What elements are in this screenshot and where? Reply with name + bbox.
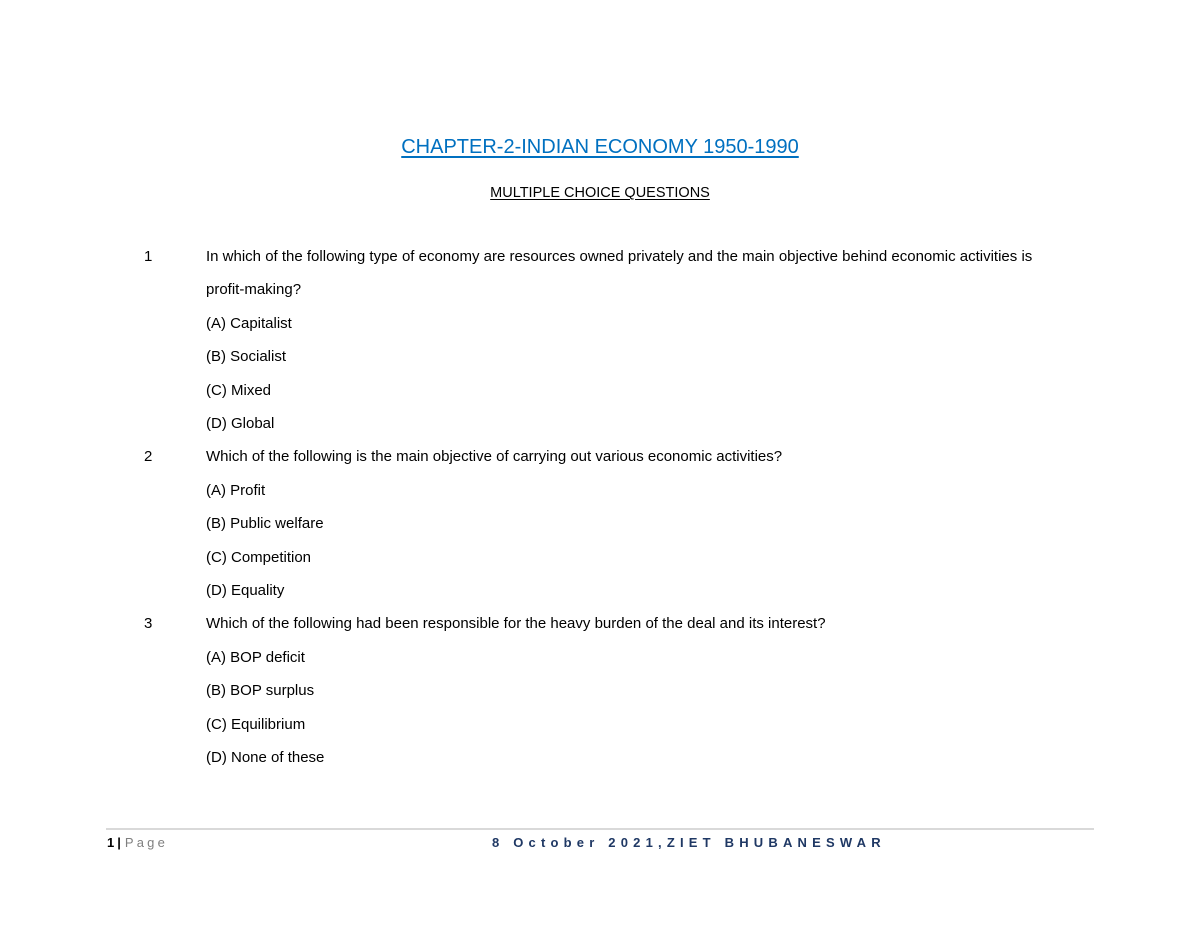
footer-divider bbox=[106, 828, 1094, 830]
answer-option: (C) Equilibrium bbox=[206, 715, 306, 733]
chapter-title: CHAPTER-2-INDIAN ECONOMY 1950-1990 bbox=[401, 136, 799, 158]
question-text: In which of the following type of economy are resources owned privately and the main objective behind economic activities is profit-making? bbox=[206, 248, 1033, 299]
answer-option: (B) Socialist bbox=[206, 348, 287, 366]
question-body bbox=[206, 240, 1066, 440]
answer-option: (D) Equality bbox=[206, 582, 285, 600]
answer-option: (D) Global bbox=[206, 415, 275, 433]
question-text: Which of the following had been responsible for the heavy burden of the deal and its interest? bbox=[206, 615, 826, 633]
answer-option: (A) Profit bbox=[206, 481, 266, 499]
answer-option: (B) BOP surplus bbox=[206, 682, 315, 700]
footer-separator: | bbox=[117, 835, 121, 850]
question-list bbox=[0, 240, 1200, 775]
page-number: 1 bbox=[107, 835, 115, 850]
answer-option: (D) None of these bbox=[206, 749, 325, 767]
page-number-footer bbox=[107, 835, 168, 850]
question-number: 3 bbox=[144, 615, 153, 633]
question-number: 2 bbox=[144, 448, 153, 466]
answer-option: (A) Capitalist bbox=[206, 314, 292, 332]
question-number: 1 bbox=[144, 248, 153, 265]
page-label: Page bbox=[124, 835, 169, 850]
answer-option: (B) Public welfare bbox=[206, 515, 324, 533]
question-body bbox=[206, 440, 1066, 607]
question-item bbox=[0, 240, 1200, 440]
question-text: Which of the following is the main objective of carrying out various economic activities? bbox=[206, 448, 783, 466]
section-subtitle: MULTIPLE CHOICE QUESTIONS bbox=[490, 185, 710, 201]
answer-option: (C) Competition bbox=[206, 548, 312, 566]
footer-date-location: 8 October 2021,ZIET BHUBANESWAR bbox=[492, 835, 886, 850]
answer-option: (A) BOP deficit bbox=[206, 648, 305, 666]
question-item bbox=[0, 440, 1200, 607]
question-item bbox=[0, 607, 1200, 774]
answer-option: (C) Mixed bbox=[206, 381, 272, 399]
question-body bbox=[206, 607, 1066, 774]
